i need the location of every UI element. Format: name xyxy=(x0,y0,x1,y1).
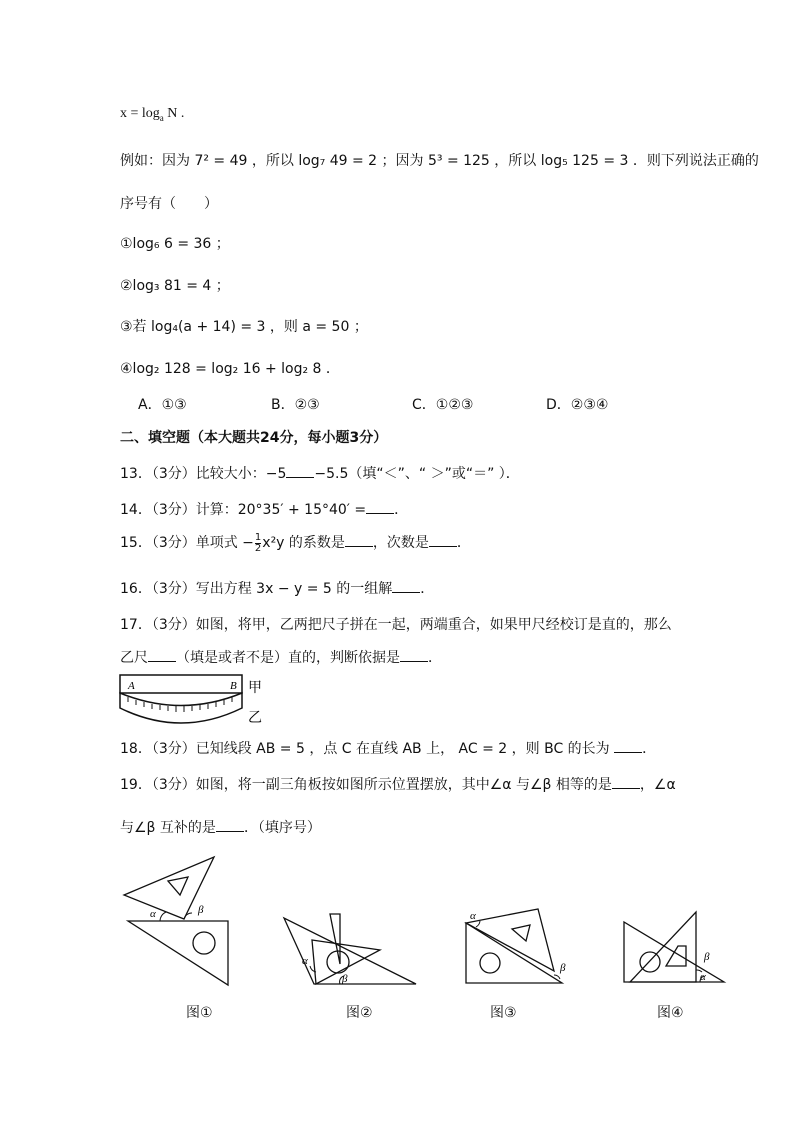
fig1-triangle-inner xyxy=(168,877,188,895)
fig3-circle xyxy=(480,953,500,973)
q18-suffix: ． xyxy=(642,741,657,757)
q13-blank[interactable] xyxy=(286,465,314,478)
section-title: 二、填空题（本大题共24分，每小题3分） xyxy=(120,430,388,446)
option-a[interactable]: A．①③ xyxy=(138,397,187,413)
ruler-yi xyxy=(120,693,242,723)
q14-suffix: ． xyxy=(394,502,409,518)
q15-prefix: 15．（3分）单项式 − xyxy=(120,535,254,551)
q15-mid: x²y 的系数是 xyxy=(262,535,345,551)
fig-label-1: 图① xyxy=(186,1005,213,1021)
q18-prefix: 18．（3分）已知线段 AB = 5 ，点 C 在直线 AB 上， AC = 2 ，则 BC 的长为 xyxy=(120,741,610,757)
q14-prefix: 14．（3分）计算：20°35′ + 15°40′ = xyxy=(120,502,367,518)
q17-suffix: ． xyxy=(428,650,442,666)
formula-fragment xyxy=(120,106,184,123)
fig2-triangle-large xyxy=(284,918,416,984)
question-15 xyxy=(120,532,471,554)
figure-4 xyxy=(620,910,730,990)
figure-2 xyxy=(282,910,422,990)
ruler-figure xyxy=(118,672,268,730)
question-16 xyxy=(120,578,434,598)
fig3-beta: β xyxy=(560,962,566,974)
fig2-alpha: α xyxy=(302,955,308,967)
example-line: 例如：因为 7² = 49 ，所以 log₇ 49 = 2 ；因为 5³ = 125 ，所以 log₅ 125 = 3 ．则下列说法正确的 xyxy=(120,153,759,169)
question-13 xyxy=(120,463,520,483)
q15-blank-2[interactable] xyxy=(429,534,457,547)
figure-1 xyxy=(118,855,240,995)
question-17-line2 xyxy=(120,647,442,667)
q15-mid2: ，次数是 xyxy=(372,535,429,551)
formula-end: N . xyxy=(167,106,185,121)
q18-blank[interactable] xyxy=(614,740,642,753)
example-line-2: 序号有（ ） xyxy=(120,196,218,212)
q15-blank-1[interactable] xyxy=(345,534,373,547)
q17-blank-1[interactable] xyxy=(148,649,176,662)
q15-suffix: ． xyxy=(456,535,471,551)
q16-blank[interactable] xyxy=(392,580,420,593)
question-17-line1: 17．（3分）如图，将甲，乙两把尺子拼在一起，两端重合，如果甲尺经校订是直的，那么 xyxy=(120,617,672,633)
fig3-triangle-top xyxy=(466,909,554,971)
fig1-circle xyxy=(193,932,215,954)
fig3-triangle-inner xyxy=(512,925,530,941)
q19-blank-2[interactable] xyxy=(216,819,244,832)
question-14 xyxy=(120,499,408,519)
fig4-circle xyxy=(640,952,660,972)
statement-4: ④log₂ 128 = log₂ 16 + log₂ 8 ． xyxy=(120,361,340,377)
fig2-beta: β xyxy=(342,973,348,985)
q19-suffix-1: ，∠α xyxy=(639,777,676,793)
ruler-ticks xyxy=(128,697,232,712)
question-18 xyxy=(120,738,656,758)
option-d[interactable]: D．②③④ xyxy=(546,397,609,413)
ruler-jia xyxy=(120,675,242,693)
q17-prefix: 乙尺 xyxy=(120,650,148,666)
label-jia: 甲 xyxy=(248,680,262,696)
fig-label-4: 图④ xyxy=(657,1005,684,1021)
fig3-triangle-bottom xyxy=(466,923,562,983)
label-b: B xyxy=(230,680,237,692)
q16-suffix: ． xyxy=(420,581,435,597)
q13-prefix: 13．（3分）比较大小：−5 xyxy=(120,466,287,482)
option-b[interactable]: B．②③ xyxy=(271,397,320,413)
statement-2: ②log₃ 81 = 4 ； xyxy=(120,278,230,294)
q15-fraction xyxy=(255,533,261,554)
fraction-denominator: 2 xyxy=(254,542,262,554)
question-19-line2 xyxy=(120,817,321,837)
fig4-alpha: α xyxy=(700,971,706,983)
fig4-beta: β xyxy=(704,951,710,963)
fig1-triangle-bottom xyxy=(128,921,228,985)
fraction-numerator: 1 xyxy=(254,531,262,543)
q19-blank-1[interactable] xyxy=(612,776,640,789)
fig3-alpha: α xyxy=(470,910,476,922)
q19-prefix: 19．（3分）如图，将一副三角板按如图所示位置摆放，其中∠α 与∠β 相等的是 xyxy=(120,777,612,793)
fig-label-3: 图③ xyxy=(490,1005,517,1021)
fig1-beta: β xyxy=(198,904,204,916)
q19-suffix-2: ．（填序号） xyxy=(243,820,321,836)
option-c[interactable]: C．①②③ xyxy=(412,397,474,413)
statement-3: ③若 log₄(a + 14) = 3 ，则 a = 50 ； xyxy=(120,319,368,335)
label-yi: 乙 xyxy=(248,710,262,726)
q14-blank[interactable] xyxy=(366,501,394,514)
formula-sub: a xyxy=(159,112,164,123)
question-19-line1 xyxy=(120,774,676,794)
q13-suffix: −5.5（填“＜”、“ ＞”或“＝” ）． xyxy=(314,466,520,482)
q16-prefix: 16．（3分）写出方程 3x − y = 5 的一组解 xyxy=(120,581,393,597)
q19-prefix-2: 与∠β 互补的是 xyxy=(120,820,216,836)
fig1-alpha: α xyxy=(150,908,156,920)
q17-blank-2[interactable] xyxy=(400,649,428,662)
fig-label-2: 图② xyxy=(346,1005,373,1021)
formula-text: x = log xyxy=(120,106,160,121)
statement-1: ①log₆ 6 = 36 ； xyxy=(120,236,230,252)
figure-3 xyxy=(462,905,584,990)
q17-mid: （填是或者不是）直的，判断依据是 xyxy=(176,650,400,666)
label-a: A xyxy=(128,680,135,692)
fig2-triangle-vertical xyxy=(330,914,340,964)
